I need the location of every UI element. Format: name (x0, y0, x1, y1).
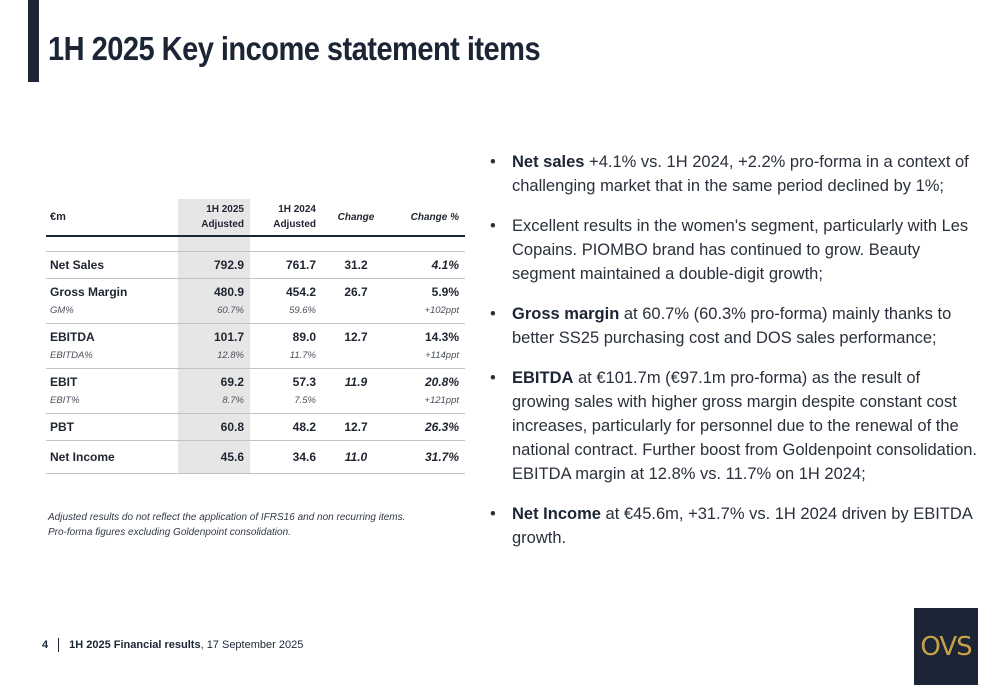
page-number: 4 (42, 639, 49, 651)
header-1h2025-line1: 1H 2025 (206, 204, 244, 215)
income-statement-table (46, 199, 465, 474)
cell-1h2024: 59.6% (289, 305, 316, 316)
table-row-net-sales (46, 252, 465, 279)
footnote-line1: Adjusted results do not reflect the application of IFRS16 and non recurring items. (48, 512, 406, 523)
cell-change-pct: 31.7% (392, 441, 465, 474)
row-label: Gross Margin (46, 279, 178, 306)
row-label: EBITDA% (50, 350, 93, 361)
cell-1h2024: 89.0 (250, 324, 322, 351)
header-1h2025-line2: Adjusted (201, 219, 244, 230)
bullet-bold-lead: EBITDA (512, 369, 574, 387)
cell-change: 31.2 (322, 252, 392, 279)
bullet-text: at €45.6m, +31.7% vs. 1H 2024 driven by EBITDA growth. (512, 505, 972, 547)
table-footnote (48, 510, 405, 540)
cell-change-pct: +114ppt (425, 350, 459, 361)
cell-change: 26.7 (322, 279, 392, 306)
footer (42, 638, 303, 652)
table-spacer-row (46, 236, 465, 252)
cell-change-pct: 4.1% (392, 252, 465, 279)
bullet-gross-margin (488, 302, 978, 350)
cell-change-pct: +102ppt (424, 305, 459, 316)
row-label: Net Income (46, 441, 178, 474)
footnote-line2: Pro-forma figures excluding Goldenpoint consolidation. (48, 527, 291, 538)
footer-divider (58, 638, 59, 652)
table-row-ebit (46, 369, 465, 396)
title-accent-bar (28, 0, 39, 82)
bullet-net-sales (488, 150, 978, 198)
row-label: EBIT (46, 369, 178, 396)
bullet-bold-lead: Gross margin (512, 305, 620, 323)
footer-doc-title: 1H 2025 Financial results (69, 639, 201, 651)
table-row-ebit-pct (46, 395, 465, 414)
row-label: EBITDA (46, 324, 178, 351)
cell-1h2025: 101.7 (178, 324, 250, 351)
row-label: GM% (50, 305, 74, 316)
page-title: 1H 2025 Key income statement items (48, 30, 541, 67)
table-row-net-income (46, 441, 465, 474)
row-label: Net Sales (46, 252, 178, 279)
cell-1h2025: 60.7% (178, 305, 250, 324)
cell-1h2024: 11.7% (289, 350, 316, 361)
bullet-net-income (488, 502, 978, 550)
cell-1h2024: 48.2 (250, 414, 322, 441)
bullet-text: Excellent results in the women's segment, particularly with Les Copains. PIOMBO brand has continued to grow. Beauty segment maintained a double-digit growth; (512, 217, 969, 283)
table-header-row (46, 199, 465, 236)
table-row-pbt (46, 414, 465, 441)
cell-1h2025: 60.8 (178, 414, 250, 441)
cell-1h2024: 57.3 (250, 369, 322, 396)
cell-change-pct: 20.8% (392, 369, 465, 396)
table-row-ebitda (46, 324, 465, 351)
bullet-bold-lead: Net sales (512, 153, 585, 171)
cell-1h2025: 45.6 (178, 441, 250, 474)
cell-change-pct: 14.3% (392, 324, 465, 351)
ovs-logo: OVS (914, 608, 978, 685)
bullet-segments (488, 214, 978, 286)
cell-1h2025: 69.2 (178, 369, 250, 396)
header-1h2024 (250, 199, 322, 236)
cell-change (322, 350, 392, 369)
cell-1h2025: 480.9 (178, 279, 250, 306)
cell-change: 11.0 (322, 441, 392, 474)
bullet-text: at €101.7m (€97.1m pro-forma) as the result of growing sales with higher gross margin despite constant cost increases, particularly for personnel due to the renewal of the national contract. Further boost from Goldenpoint consolidation. EBITDA margin at 12.8% vs. 11.7% on 1H 2024; (512, 369, 978, 483)
cell-change-pct: +121ppt (424, 395, 459, 406)
cell-1h2025: 792.9 (178, 252, 250, 279)
row-label: PBT (46, 414, 178, 441)
commentary-bullets (488, 150, 978, 566)
header-change-pct: Change % (392, 199, 465, 236)
cell-1h2024: 34.6 (250, 441, 322, 474)
table-row-gross-margin (46, 279, 465, 306)
cell-change (322, 395, 392, 414)
header-currency-label: €m (46, 199, 178, 236)
cell-1h2025: 8.7% (178, 395, 250, 414)
bullet-ebitda (488, 366, 978, 486)
header-1h2024-line1: 1H 2024 (278, 204, 316, 215)
bullet-text: at 60.7% (60.3% pro-forma) mainly thanks to better SS25 purchasing cost and DOS sales performance; (512, 305, 952, 347)
cell-change-pct: 5.9% (392, 279, 465, 306)
cell-change: 12.7 (322, 414, 392, 441)
table-row-ebitda-pct (46, 350, 465, 369)
table-row-gm-pct (46, 305, 465, 324)
footer-date: , 17 September 2025 (200, 639, 304, 651)
cell-1h2025: 12.8% (178, 350, 250, 369)
cell-change-pct: 26.3% (392, 414, 465, 441)
cell-1h2024: 761.7 (250, 252, 322, 279)
bullet-bold-lead: Net Income (512, 505, 601, 523)
header-change: Change (322, 199, 392, 236)
row-label: EBIT% (50, 395, 80, 406)
bullet-text: +4.1% vs. 1H 2024, +2.2% pro-forma in a context of challenging market that in the same period declined by 1%; (512, 153, 969, 195)
cell-change: 12.7 (322, 324, 392, 351)
header-1h2024-line2: Adjusted (273, 219, 316, 230)
cell-1h2024: 454.2 (250, 279, 322, 306)
cell-change (322, 305, 392, 324)
cell-1h2024: 7.5% (294, 395, 316, 406)
header-1h2025 (178, 199, 250, 236)
cell-change: 11.9 (322, 369, 392, 396)
